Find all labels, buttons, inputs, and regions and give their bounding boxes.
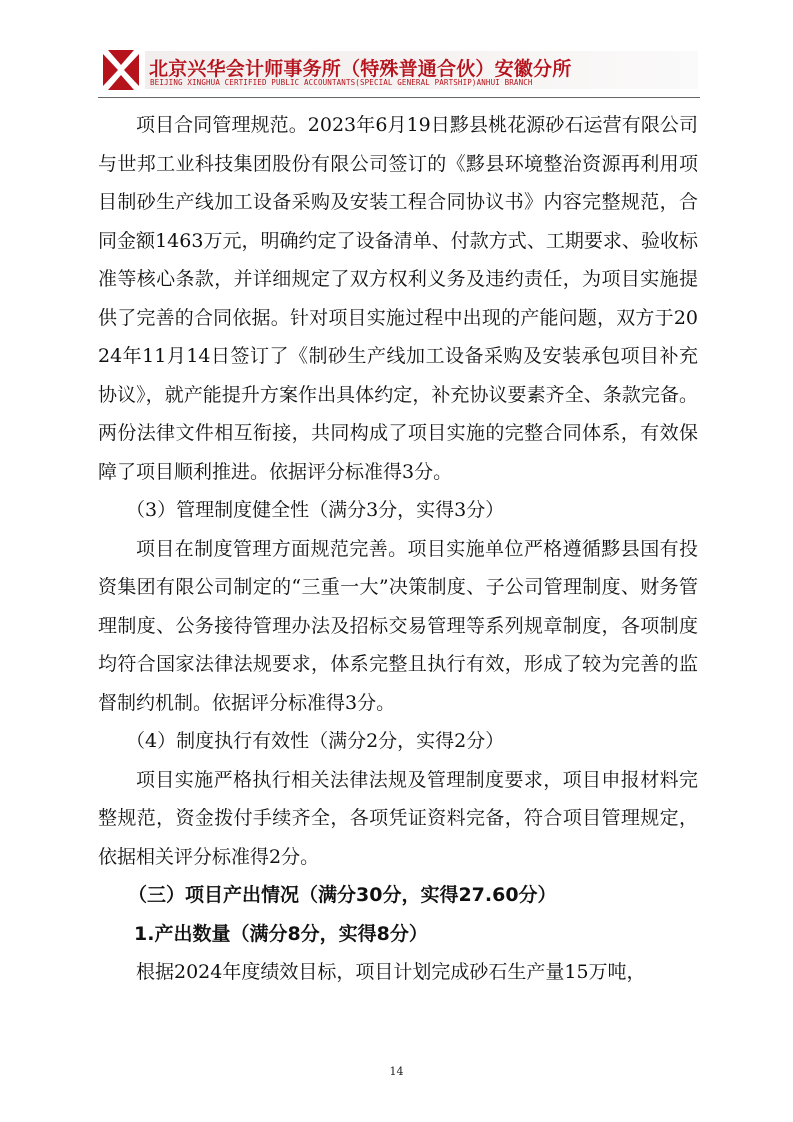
- paragraph-management-system: 项目在制度管理方面规范完善。项目实施单位严格遵循黟县国有投资集团有限公司制定的“三重一大”决策制度、子公司管理制度、财务管理制度、公务接待管理办法及招标交易管理等系列规章制度，各项制度均符合国家法律法规要求，体系完整且执行有效，形成了较为完善的监督制约机制。依据评分标准得3分。: [98, 537, 698, 714]
- section-heading-output: （三）项目产出情况（满分30分，实得27.60分）: [128, 884, 557, 906]
- heading-system-execution: （4）制度执行有效性（满分2分，实得2分）: [126, 730, 505, 752]
- page-header: [103, 48, 703, 96]
- firm-english-name: BEIJING XINGHUA CERTIFIED PUBLIC ACCOUNTANTS(SPECIAL GENERAL PARTSHIP)ANHUI BRANCH: [150, 78, 533, 87]
- header-divider: [98, 97, 700, 98]
- heading-management-system: （3）管理制度健全性（满分3分，实得3分）: [126, 499, 505, 521]
- paragraph-contract-management: 项目合同管理规范。2023年6月19日黟县桃花源砂石运营有限公司与世邦工业科技集团股份有限公司签订的《黟县环境整治资源再利用项目制砂生产线加工设备采购及安装工程合同协议书》内容完整规范，合同金额1463万元，明确约定了设备清单、付款方式、工期要求、验收标准等核心条款，并详细规定了双方权利义务及违约责任，为项目实施提供了完善的合同依据。针对项目实施过程中出现的产能问题，双方于2024年11月14日签订了《制砂生产线加工设备采购及安装承包项目补充协议》，就产能提升方案作出具体约定，补充协议要素齐全、条款完备。两份法律文件相互衔接，共同构成了项目实施的完整合同体系，有效保障了项目顺利推进。依据评分标准得3分。: [98, 114, 698, 483]
- page-number: 14: [389, 1065, 404, 1078]
- firm-name: 北京兴华会计师事务所（特殊普通合伙）安徽分所: [149, 58, 572, 80]
- document-body: [98, 106, 698, 992]
- xinghua-logo-icon: [103, 50, 139, 90]
- paragraph-system-execution: 项目实施严格执行相关法律法规及管理制度要求，项目申报材料完整规范，资金拨付手续齐全，各项凭证资料完备，符合项目管理规定，依据相关评分标准得2分。: [98, 768, 698, 868]
- paragraph-output-quantity: 根据2024年度绩效目标，项目计划完成砂石生产量15万吨，: [136, 961, 646, 983]
- subsection-heading-output-quantity: 1.产出数量（满分8分，实得8分）: [134, 922, 428, 945]
